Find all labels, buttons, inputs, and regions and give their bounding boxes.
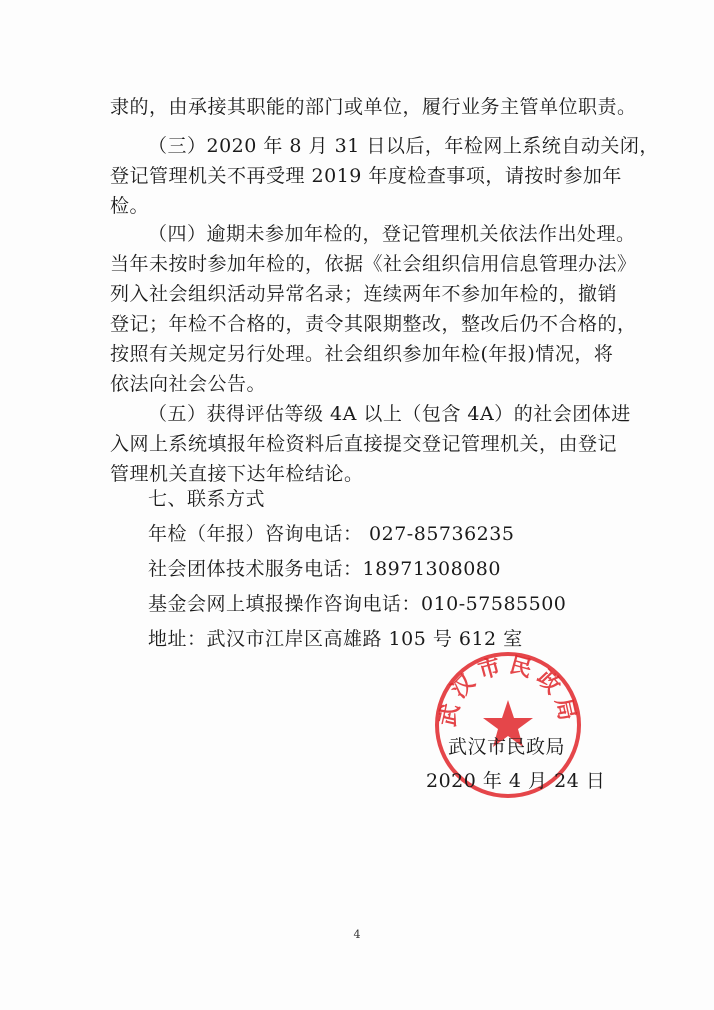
contact-section xyxy=(148,482,566,657)
text-line: 当年未按时参加年检的，依据《社会组织信用信息管理办法》 xyxy=(110,253,637,275)
text-line: 登记；年检不合格的，责令其限期整改，整改后仍不合格的， xyxy=(110,313,637,335)
office-address: 地址：武汉市江岸区高雄路 105 号 612 室 xyxy=(148,628,523,650)
signature-block xyxy=(426,730,606,798)
paragraph-continuation xyxy=(110,92,637,122)
text-line: 登记管理机关不再受理 2019 年度检查事项，请按时参加年 xyxy=(110,165,622,187)
signature-organization: 武汉市民政局 xyxy=(448,736,566,758)
paragraph-item-three xyxy=(110,131,659,221)
foundation-phone: 基金会网上填报操作咨询电话：010-57585500 xyxy=(148,593,567,615)
signature-date: 2020 年 4 月 24 日 xyxy=(426,770,606,792)
text-line: （三）2020 年 8 月 31 日以后，年检网上系统自动关闭， xyxy=(148,135,659,157)
paragraph-item-four xyxy=(110,219,637,399)
annual-check-phone: 年检（年报）咨询电话： 027-85736235 xyxy=(148,523,515,545)
contact-heading: 七、联系方式 xyxy=(148,488,266,510)
text-line: 检。 xyxy=(110,195,150,217)
svg-text:武汉市民政局: 武汉市民政局 xyxy=(434,651,582,729)
text-line: 列入社会组织活动异常名录；连续两年不参加年检的，撤销 xyxy=(110,283,618,305)
text-line: （五）获得评估等级 4A 以上（包含 4A）的社会团体进 xyxy=(148,403,631,425)
page-number: 4 xyxy=(353,928,361,941)
tech-service-phone: 社会团体技术服务电话：18971308080 xyxy=(148,558,501,580)
text-line: 按照有关规定另行处理。社会组织参加年检(年报)情况，将 xyxy=(110,343,614,365)
text-line: 入网上系统填报年检资料后直接提交登记管理机关，由登记 xyxy=(110,433,618,455)
text-line: 依法向社会公告。 xyxy=(110,373,267,395)
paragraph-item-five xyxy=(110,399,631,489)
text-line: 管理机关直接下达年检结论。 xyxy=(110,463,364,485)
text-line: 隶的，由承接其职能的部门或单位，履行业务主管单位职责。 xyxy=(110,96,637,118)
text-line: （四）逾期未参加年检的，登记管理机关依法作出处理。 xyxy=(148,223,636,245)
